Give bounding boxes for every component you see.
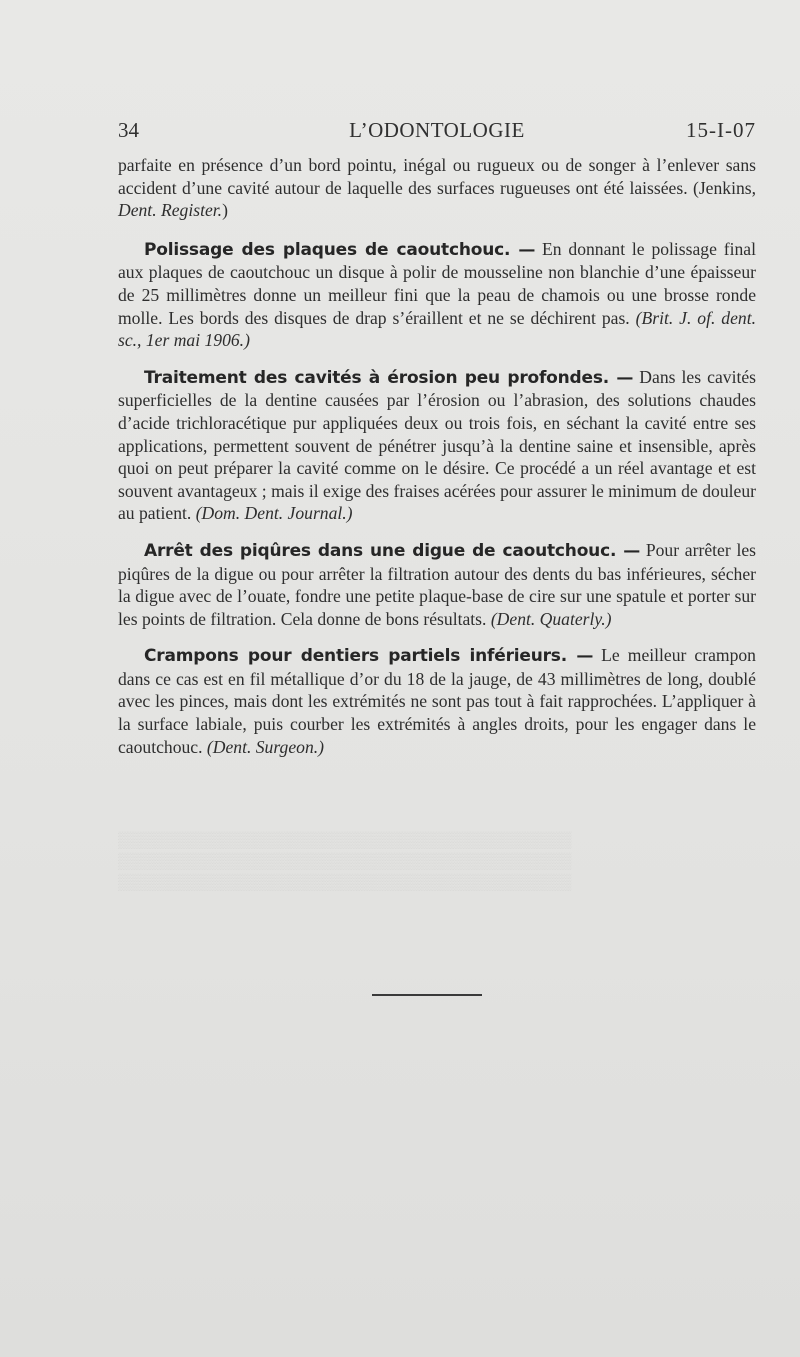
bleed-through-texture: ▒▒▒▒▒▒▒▒▒▒▒▒▒▒▒▒▒▒▒▒▒▒▒▒▒▒▒▒▒▒▒▒▒▒▒▒▒▒▒▒ ▒▒▒▒▒▒▒▒▒▒▒▒▒▒▒▒▒▒▒▒▒▒▒▒▒▒▒▒▒▒▒▒▒▒▒▒▒▒▒▒ ▒▒▒▒▒▒▒▒▒▒▒▒▒▒▒▒▒▒▒▒▒▒▒▒▒▒▒▒▒▒▒▒▒▒▒▒▒▒▒▒ <box>118 832 572 891</box>
continued-paragraph <box>118 154 756 222</box>
paragraph-tail: ) <box>222 200 228 221</box>
section-heading: Crampons pour dentiers partiels inférieurs. — <box>144 646 594 667</box>
section-polissage <box>118 238 756 352</box>
running-header <box>118 118 756 148</box>
section-heading: Arrêt des piqûres dans une digue de caoutchouc. — <box>144 540 641 561</box>
paragraph-text: Le meilleur crampon dans ce cas est en fil métallique d’or du 18 de la jauge, de 43 millimètres de long, doublé avec les pinces, mais dont les extrémités ne sont pas tout à fait rapprochées. L’appliquer à la surface labiale, puis courber les extrémités à angles droits, pour les engager dans le caoutchouc. <box>118 645 756 757</box>
article-body <box>118 154 756 772</box>
section-divider <box>372 994 482 996</box>
section-heading: Polissage des plaques de caoutchouc. — <box>144 239 536 260</box>
page-number: 34 <box>118 118 139 142</box>
section-arret <box>118 539 756 630</box>
journal-title: L’ODONTOLOGIE <box>349 118 525 142</box>
paragraph-citation: Dent. Register. <box>118 200 223 221</box>
section-traitement <box>118 366 756 525</box>
issue-date: 15-I-07 <box>686 118 756 142</box>
paragraph-text: parfaite en présence d’un bord pointu, inégal ou rugueux ou de songer à l’enlever sans accident d’une cavité autour de laquelle des surfaces rugueuses ont été laissées. (Jenkins, <box>118 155 756 198</box>
section-heading: Traitement des cavités à érosion peu profondes. — <box>144 367 634 388</box>
paragraph-text: Pour arrêter les piqûres de la digue ou pour arrêter la filtration autour des dents du bas inférieures, sécher la digue avec de l’ouate, fondre une petite plaque-base de cire sur une spatule et porter sur les points de filtration. Cela donne de bons résultats. <box>118 539 756 629</box>
section-crampons <box>118 644 756 758</box>
paragraph-text: Dans les cavités superficielles de la dentine causées par l’érosion ou l’abrasion, des solutions chaudes d’acide trichloracétique pur appliquées deux ou trois fois, en séchant la cavité entre ses applications, permettent souvent de pénétrer jusqu’à la dentine saine et insensible, après quoi on peut préparer la cavité comme on le désire. Ce procédé a un réel avantage et est souvent avantageux ; mais il exige des fraises acérées pour assurer le minimum de douleur au patient. <box>118 366 757 524</box>
paragraph-citation: (Dent. Quaterly.) <box>490 608 612 629</box>
paragraph-citation: (Dent. Surgeon.) <box>206 736 325 757</box>
paragraph-text: En donnant le polissage final aux plaques de caoutchouc un disque à polir de mousseline non blanchie d’une épaisseur de 25 millimètres donne un meilleur fini que la peau de chamois ou une brosse ronde molle. Les bords des disques de drap s’éraillent et ne se déchirent pas. <box>118 238 756 328</box>
paragraph-citation: (Dom. Dent. Journal.) <box>195 503 353 524</box>
paragraph-citation: (Brit. J. of. dent. sc., 1er mai 1906.) <box>118 307 756 351</box>
